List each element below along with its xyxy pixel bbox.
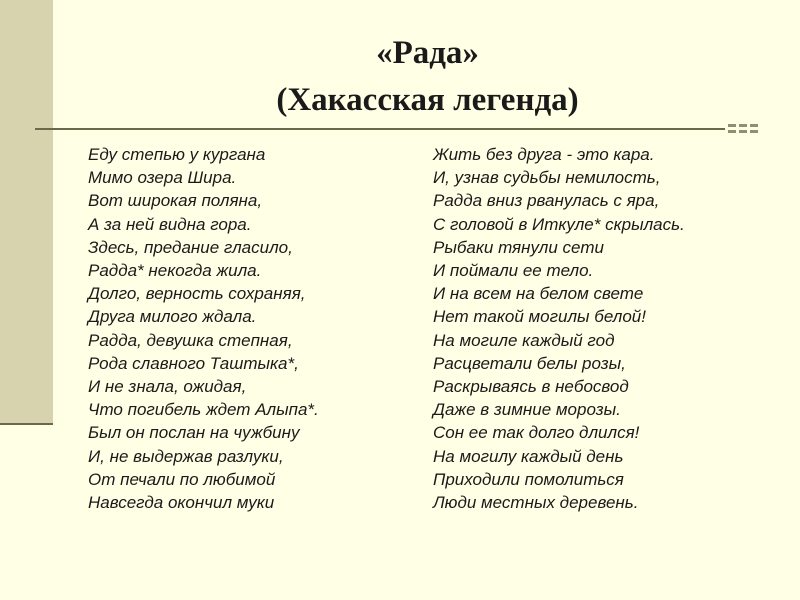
verse-line: Нет такой могилы белой! [433,307,646,327]
verse-line: Еду степью у кургана [88,145,266,164]
verse-line: И не знала, ожидая, [88,377,247,397]
title-line-2: (Хакасская легенда) [276,82,579,118]
verse-line: Что погибель ждет Алыпа*. [88,400,319,420]
verse-line: Сон ее так долго длился! [433,423,640,443]
verse-line: Рода славного Таштыка*, [88,353,299,373]
verse-line: Долго, верность сохраняя, [88,284,306,304]
verse-line: Был он послан на чужбину [88,423,300,443]
poem-left-column [88,143,319,514]
verse-line: Радда, девушка степная, [88,330,293,350]
ornament-square [728,130,736,133]
verse-line: Друга милого ждала. [88,307,257,327]
verse-line: На могилу каждый день [433,446,624,466]
ornament-square [750,130,758,133]
ornament-square [739,130,747,133]
verse-line: Рыбаки тянули сети [433,237,604,257]
ornament-square [739,124,747,127]
poem-right-column [433,143,685,514]
title-divider [35,128,725,130]
verse-line: И, узнав судьбы немилость, [433,168,661,188]
verse-line: На могиле каждый год [433,330,615,350]
verse-line: Навсегда окончил муки [88,493,275,513]
verse-line: И поймали ее тело. [433,261,594,281]
ornament-square [728,124,736,127]
verse-line: Здесь, предание гласило, [88,237,293,257]
verse-line: И на всем на белом свете [433,284,644,304]
verse-line: Вот широкая поляна, [88,191,263,211]
verse-line: От печали по любимой [88,469,276,489]
verse-line: И, не выдержав разлуки, [88,446,284,466]
left-accent-band [0,0,53,425]
verse-line: Приходили помолиться [433,469,624,489]
divider-squares-ornament [728,124,760,134]
ornament-square [750,124,758,127]
verse-line: Мимо озера Шира. [88,168,237,188]
verse-line: Радда вниз рванулась с яра, [433,191,660,211]
slide-title [60,30,795,124]
verse-line: Радда* некогда жила. [88,261,262,281]
title-line-1: «Рада» [376,35,479,71]
verse-line: Расцветали белы розы, [433,353,626,373]
verse-line: С головой в Иткуле* скрылась. [433,214,685,234]
verse-line: Жить без друга - это кара. [433,145,655,164]
left-band-bottom-line [0,423,53,425]
verse-line: Люди местных деревень. [433,493,639,513]
verse-line: А за ней видна гора. [88,214,252,234]
verse-line: Раскрываясь в небосвод [433,377,629,397]
verse-line: Даже в зимние морозы. [433,400,621,420]
